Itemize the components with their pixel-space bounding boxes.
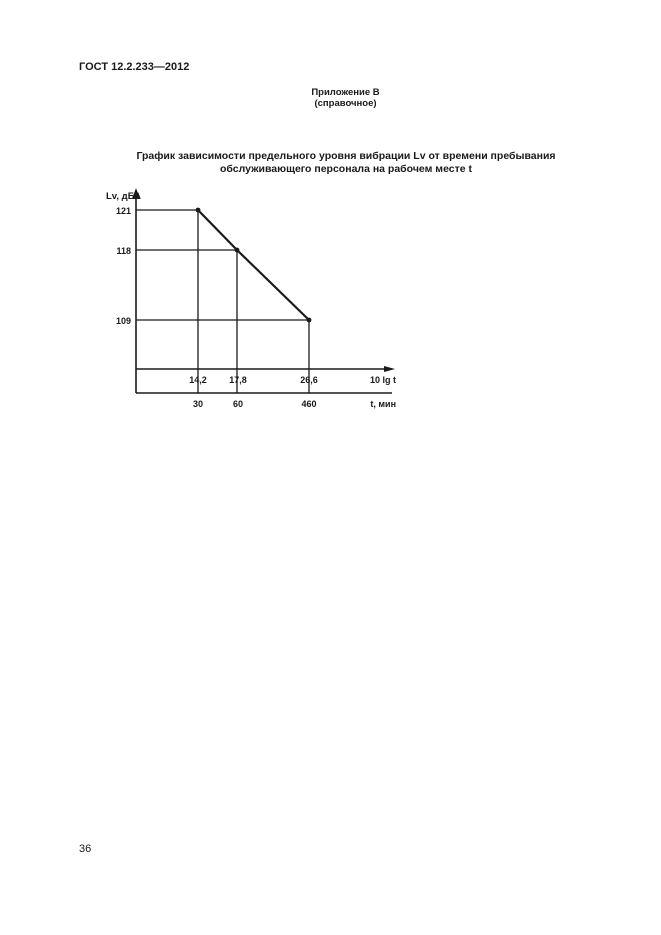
appendix-title: Приложение В	[311, 87, 380, 98]
x-tick-lower-60: 60	[232, 399, 244, 409]
x-axis-upper-arrow	[384, 366, 395, 372]
point-121	[196, 208, 201, 213]
point-118	[235, 248, 240, 253]
x-tick-lower-30: 30	[192, 399, 204, 409]
y-axis-label: Lv, дБА	[106, 191, 142, 202]
y-tick-121: 121	[115, 206, 131, 216]
point-109	[307, 318, 312, 323]
x-tick-upper-26-6: 26,6	[300, 375, 318, 385]
x-tick-upper-17-8: 17,8	[229, 375, 247, 385]
x-tick-lower-460: 460	[301, 399, 317, 409]
page-number: 36	[79, 843, 92, 855]
limit-curve	[198, 210, 309, 320]
x-axis-upper-label: 10 lg t	[369, 375, 396, 385]
y-tick-109: 109	[115, 316, 131, 326]
x-axis-lower-label: t, мин	[370, 399, 396, 409]
standard-designation: ГОСТ 12.2.233—2012	[79, 61, 190, 73]
appendix-subtitle: (справочное)	[314, 98, 377, 109]
x-tick-upper-14-2: 14,2	[189, 375, 207, 385]
y-tick-118: 118	[116, 246, 131, 256]
figure-title-line2: обслуживающего персонала на рабочем месте t	[219, 163, 473, 175]
figure-title-line1: График зависимости предельного уровня вибрации Lv от времени пребывания	[136, 150, 556, 162]
